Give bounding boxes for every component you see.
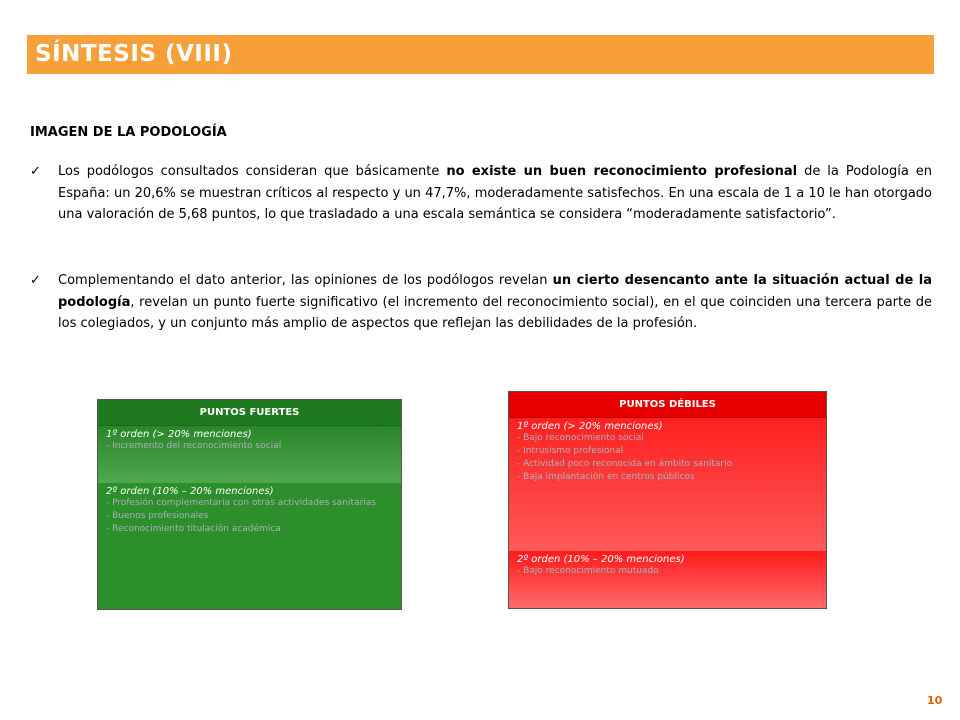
list-item: - Bajo reconocimiento social xyxy=(517,433,644,443)
checkmark-icon: ✓ xyxy=(30,164,41,179)
bullet-desencanto xyxy=(30,270,932,335)
weaknesses-first-order xyxy=(509,418,826,551)
section-title: 1º orden (> 20% menciones) xyxy=(106,429,252,440)
list-item: - Bajo reconocimiento mutuado xyxy=(517,566,659,576)
weaknesses-header: PUNTOS DÉBILES xyxy=(509,392,826,418)
strengths-header: PUNTOS FUERTES xyxy=(98,400,401,426)
list-item: - Baja implantación en centros públicos xyxy=(517,472,695,482)
list-item: - Actividad poco reconocida en ámbito sanitario xyxy=(517,459,733,469)
bullet-paragraph: Complementando el dato anterior, las opiniones de los podólogos revelan un cierto desencanto ante la situación actual de la podología, revelan un punto fuerte significativo (el incremento del reconocimiento social), en el que coinciden una tercera parte de los colegiados, y un conjunto más amplio de aspectos que reflejan las debilidades de la profesión. xyxy=(58,273,932,331)
list-item: - Intrusismo profesional xyxy=(517,446,624,456)
section-title: 2º orden (10% – 20% menciones) xyxy=(517,554,685,565)
section-title: 2º orden (10% – 20% menciones) xyxy=(106,486,274,497)
page-title: SÍNTESIS (VIII) xyxy=(35,41,233,67)
list-item: - Buenos profesionales xyxy=(106,511,209,521)
weaknesses-second-order xyxy=(509,551,826,608)
strengths-second-order xyxy=(98,483,401,609)
section-title: 1º orden (> 20% menciones) xyxy=(517,421,663,432)
list-item: - Profesión complementaria con otras actividades sanitarias xyxy=(106,498,376,508)
strengths-box xyxy=(97,399,402,610)
section-heading: IMAGEN DE LA PODOLOGÍA xyxy=(30,125,227,140)
page-number: 10 xyxy=(927,694,943,707)
weaknesses-box xyxy=(508,391,827,609)
list-item: - Incremento del reconocimiento social xyxy=(106,441,282,451)
title-bar xyxy=(27,35,934,74)
bullet-paragraph: Los podólogos consultados consideran que básicamente no existe un buen reconocimiento profesional de la Podología en España: un 20,6% se muestran críticos al respecto y un 47,7%, moderadamente satisfechos. En una escala de 1 a 10 le han otorgado una valoración de 5,68 puntos, lo que trasladado a una escala semántica se considera “moderadamente satisfactorio”. xyxy=(58,164,933,222)
strengths-first-order xyxy=(98,426,401,483)
list-item: - Reconocimiento titulación académica xyxy=(106,524,281,534)
checkmark-icon: ✓ xyxy=(30,273,41,288)
bullet-reconocimiento xyxy=(30,161,932,226)
